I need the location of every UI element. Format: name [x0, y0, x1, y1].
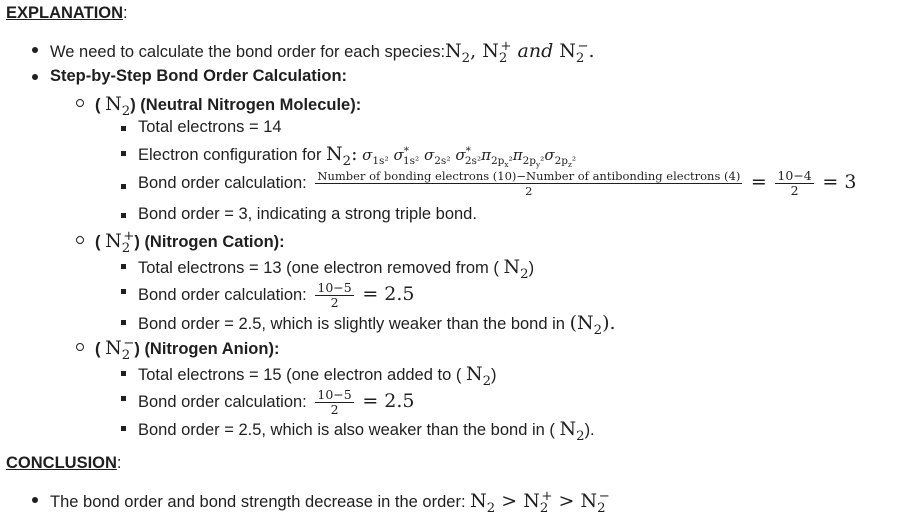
- conclusion-text: The bond order and bond strength decrease in the order:: [50, 493, 466, 511]
- square-bullet-icon: [121, 320, 126, 325]
- anion-section-title: ( $N_2^-$) (Nitrogen Anion):: [95, 337, 279, 359]
- cation-fraction: $\frac{10-5}{2}$: [317, 280, 352, 310]
- anion-total-electrons: Total electrons = 15 (one electron added to ( $N_2$): [138, 363, 497, 385]
- n2-total-electrons: Total electrons = 14: [138, 118, 282, 137]
- cation-section-title: ( $N_2^+$) (Nitrogen Cation):: [95, 230, 285, 252]
- cation-bond-order-result: Bond order = 2.5, which is slightly weaker than the bond in $(N_2)$.: [138, 312, 616, 334]
- square-bullet-icon: [121, 126, 126, 131]
- square-bullet-icon: [121, 184, 126, 189]
- bullet-dot-icon: [32, 74, 38, 80]
- intro-text: We need to calculate the bond order for each species:: [50, 43, 446, 61]
- circle-bullet-icon: [76, 343, 84, 351]
- square-bullet-icon: [121, 289, 126, 294]
- explanation-heading-row: EXPLANATION:: [6, 4, 128, 22]
- bond-order-ranking: $N_2 > N_2^+ > N_2^-$: [470, 488, 610, 516]
- cation-total-electrons: Total electrons = 13 (one electron removed from ( $N_2$): [138, 256, 534, 278]
- square-bullet-icon: [121, 426, 126, 431]
- circle-bullet-icon: [76, 236, 84, 244]
- circle-bullet-icon: [76, 99, 84, 107]
- n2-fraction-simplified: $\frac{10-4}{2}$: [777, 168, 812, 198]
- conclusion-heading-row: CONCLUSION:: [6, 454, 122, 472]
- n2-section-title: ( $N_2$) (Neutral Nitrogen Molecule):: [95, 93, 361, 115]
- bullet-dot-icon: [32, 497, 38, 503]
- square-bullet-icon: [121, 213, 126, 218]
- square-bullet-icon: [121, 371, 126, 376]
- anion-bond-order-calc: Bond order calculation: $\frac{10-5}{2}$ = 2.5: [138, 388, 415, 417]
- n2-bond-order-calc: Bond order calculation: Number of bonding electrons (10)−Number of antibonding electrons (4) 2 = $\frac{10-4}{2}$ = 3: [138, 169, 856, 198]
- explanation-heading: EXPLANATION: [6, 4, 124, 22]
- square-bullet-icon: [121, 396, 126, 401]
- square-bullet-icon: [121, 264, 126, 269]
- conclusion-heading: CONCLUSION: [6, 454, 117, 472]
- conclusion-bullet: [50, 488, 610, 516]
- step-heading: Step-by-Step Bond Order Calculation:: [50, 67, 348, 85]
- square-bullet-icon: [121, 151, 126, 156]
- n2-bond-order-result: Bond order = 3, indicating a strong triple bond.: [138, 205, 477, 224]
- cation-bond-order-calc: Bond order calculation: $\frac{10-5}{2}$ = 2.5: [138, 281, 415, 310]
- intro-bullet: [50, 38, 595, 66]
- step-heading-row: [50, 67, 347, 86]
- n2-electron-config: Electron configuration for $N_2$: $\sigma_{1s^2}$ $\sigma^*_{1s^2}$ $\sigma_{2s^2}$ $\sigma^*_{2s^2}\pi_{2p_x^2}\pi_{2p_y^2}\sigma_{2p_z^2}$: [138, 143, 576, 165]
- species-list: $N_2$, $N_2^+$ and $N_2^-$.: [445, 38, 595, 66]
- n2-fraction: Number of bonding electrons (10)−Number of antibonding electrons (4) 2: [317, 169, 741, 198]
- anion-fraction: $\frac{10-5}{2}$: [317, 387, 352, 417]
- bullet-dot-icon: [32, 47, 38, 53]
- anion-bond-order-result: Bond order = 2.5, which is also weaker than the bond in ( $N_2$).: [138, 418, 595, 440]
